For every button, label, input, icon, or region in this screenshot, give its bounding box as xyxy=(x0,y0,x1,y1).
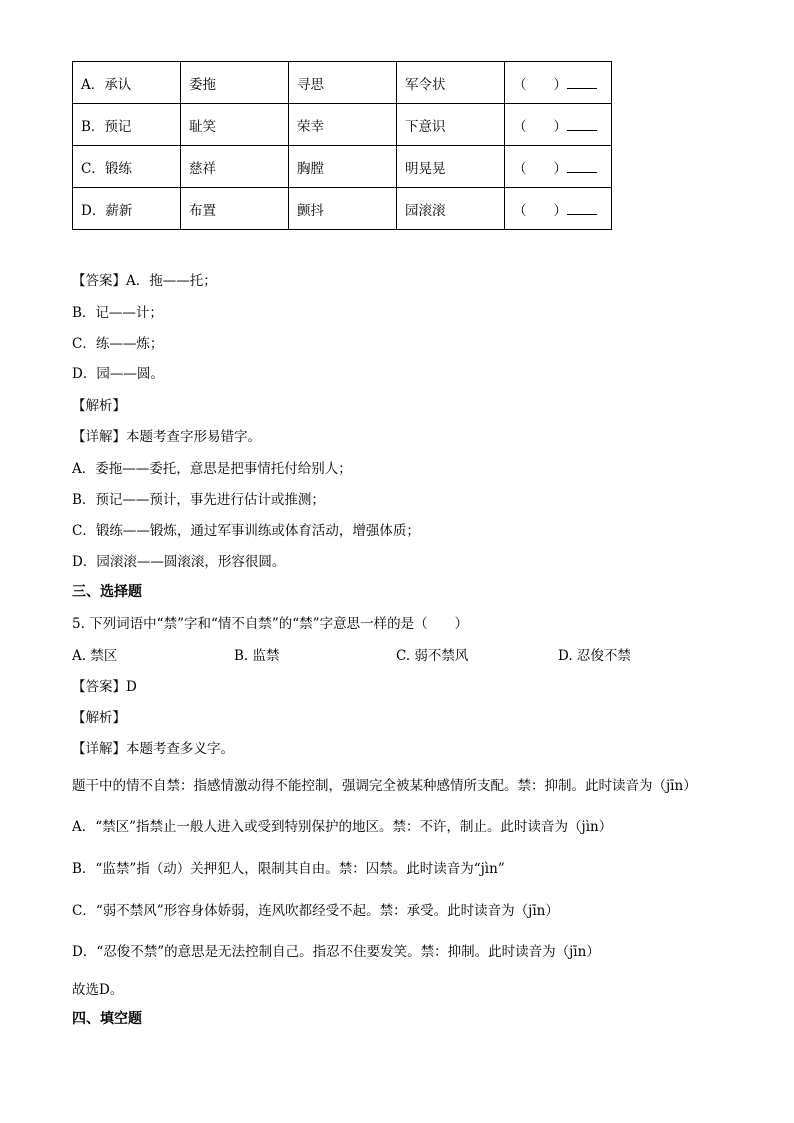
q5-option-a: A. 禁区 xyxy=(72,648,118,664)
word-cell: 寻思 xyxy=(289,62,397,104)
q5-analysis-tag: 【解析】 xyxy=(72,710,126,726)
answer-cell xyxy=(505,146,612,188)
section-4-title: 四、填空题 xyxy=(72,1011,142,1027)
q5-detail-c: C．“弱不禁风”形容身体娇弱，连风吹都经受不起。禁：承受。此时读音为（jīn） xyxy=(72,903,559,919)
q4-detail-b: B．预记——预计，事先进行估计或推测； xyxy=(72,492,325,508)
word-cell: 颤抖 xyxy=(289,188,397,230)
q5-stem: 5. 下列词语中“禁”字和“情不自禁”的“禁”字意思一样的是（ ） xyxy=(72,616,469,632)
answer-bracket: （ ） xyxy=(513,202,567,219)
answer-cell xyxy=(505,104,612,146)
q5-option-c: C. 弱不禁风 xyxy=(396,648,469,664)
q5-answer: 【答案】D xyxy=(72,679,137,695)
q5-conclusion: 故选D。 xyxy=(72,982,124,998)
q4-analysis-tag: 【解析】 xyxy=(72,398,126,414)
q4-detail-c: C．锻练——锻炼，通过军事训练或体育活动，增强体质； xyxy=(72,523,420,539)
q5-option-b: B. 监禁 xyxy=(234,648,280,664)
answer-bracket: （ ） xyxy=(513,118,567,135)
q4-answer-c: C．练——炼； xyxy=(72,336,164,352)
q5-detail: 【详解】本题考查多义字。 xyxy=(72,741,234,757)
q5-detail-a: A．“禁区”指禁止一般人进入或受到特别保护的地区。禁：不许，制止。此时读音为（jìn） xyxy=(72,819,613,835)
table-row xyxy=(73,104,612,146)
answer-bracket: （ ） xyxy=(513,160,567,177)
answer-blank[interactable] xyxy=(567,202,597,215)
word-cell: 明晃晃 xyxy=(397,146,505,188)
word-cell: 布置 xyxy=(181,188,289,230)
table-row xyxy=(73,62,612,104)
row-label: B．预记 xyxy=(73,104,181,146)
row-label: A．承认 xyxy=(73,62,181,104)
word-cell: 耻笑 xyxy=(181,104,289,146)
row-label: D．薪新 xyxy=(73,188,181,230)
word-cell: 荣幸 xyxy=(289,104,397,146)
q4-answer-d: D．园——圆。 xyxy=(72,366,164,382)
word-cell: 委拖 xyxy=(181,62,289,104)
word-cell: 园滚滚 xyxy=(397,188,505,230)
q4-detail: 【详解】本题考查字形易错字。 xyxy=(72,429,261,445)
answer-blank[interactable] xyxy=(567,76,597,89)
table-row xyxy=(73,146,612,188)
q4-answer: 【答案】A．拖——托； xyxy=(72,273,217,289)
q4-answer-b: B．记——计； xyxy=(72,305,163,321)
word-table xyxy=(72,61,612,230)
word-cell: 下意识 xyxy=(397,104,505,146)
answer-blank[interactable] xyxy=(567,118,597,131)
row-label: C．锻练 xyxy=(73,146,181,188)
answer-blank[interactable] xyxy=(567,160,597,173)
word-cell: 军令状 xyxy=(397,62,505,104)
answer-cell xyxy=(505,188,612,230)
answer-bracket: （ ） xyxy=(513,76,567,93)
q5-option-d: D. 忍俊不禁 xyxy=(558,648,631,664)
section-3-title: 三、选择题 xyxy=(72,584,142,600)
q4-detail-a: A．委拖——委托，意思是把事情托付给别人； xyxy=(72,461,352,477)
word-cell: 慈祥 xyxy=(181,146,289,188)
q5-paragraph: 题干中的情不自禁：指感情激动得不能控制，强调完全被某种感情所支配。禁：抑制。此时读音为（jīn） xyxy=(72,778,697,794)
q5-detail-d: D．“忍俊不禁”的意思是无法控制自己。指忍不住要发笑。禁：抑制。此时读音为（jīn） xyxy=(72,944,600,960)
word-cell: 胸膛 xyxy=(289,146,397,188)
q5-detail-b: B．“监禁”指（动）关押犯人，限制其自由。禁：囚禁。此时读音为“jìn” xyxy=(72,861,505,877)
answer-cell xyxy=(505,62,612,104)
q4-detail-d: D．园滚滚——圆滚滚，形容很圆。 xyxy=(72,554,286,570)
table-row xyxy=(73,188,612,230)
